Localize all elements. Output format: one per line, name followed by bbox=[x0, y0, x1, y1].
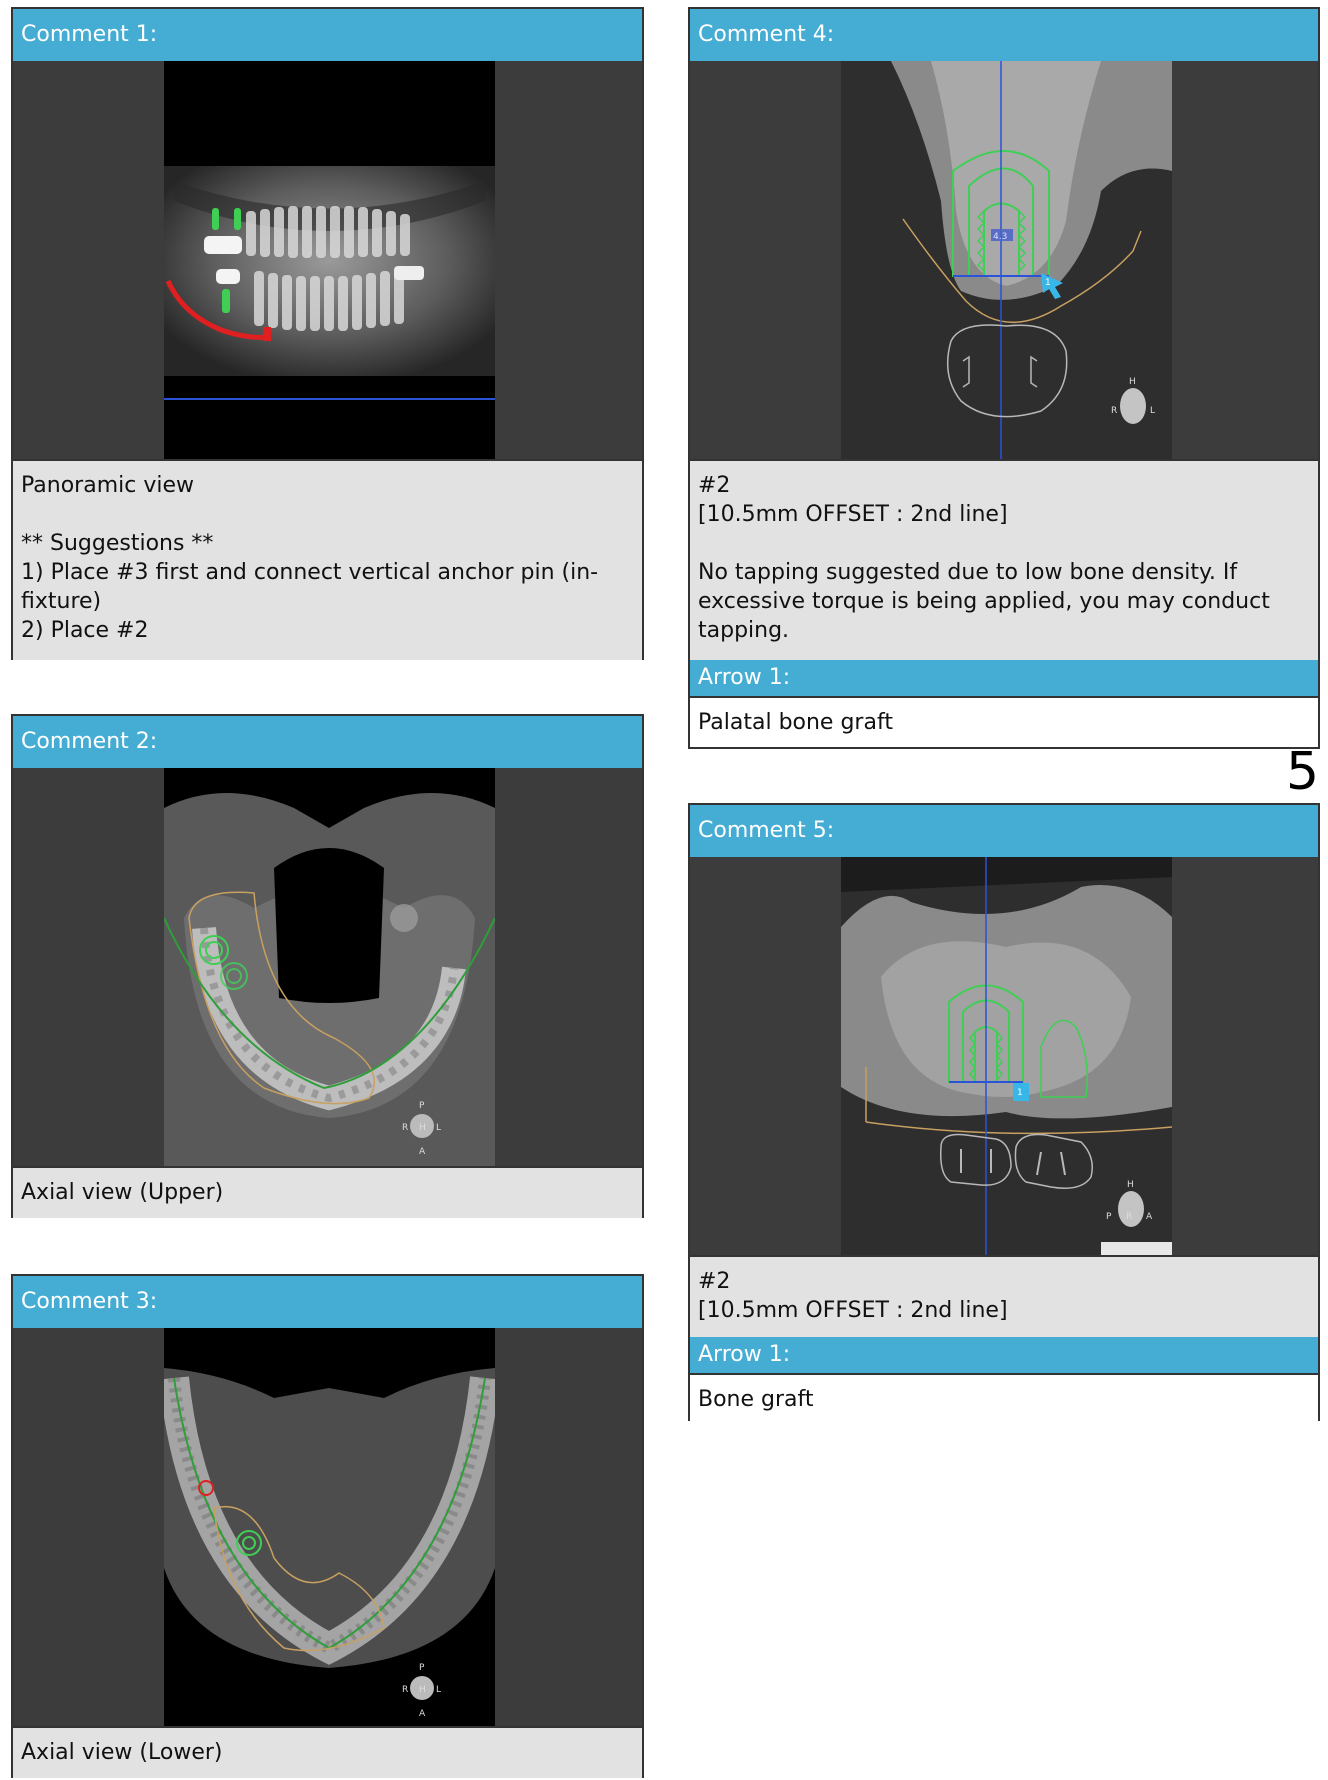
orientation-marker-label: P bbox=[419, 1101, 425, 1111]
orientation-marker-label: H bbox=[419, 1685, 426, 1695]
comment-text-line: Axial view (Upper) bbox=[21, 1180, 224, 1205]
comment-1-image-area bbox=[13, 61, 642, 459]
orientation-marker-label: R bbox=[402, 1123, 409, 1133]
comment-text-line: ** Suggestions ** bbox=[21, 531, 214, 556]
comment-5-text bbox=[690, 1255, 1318, 1337]
arrow-marker-label: 1 bbox=[1045, 278, 1051, 288]
comment-text-line: fixture) bbox=[21, 589, 102, 614]
comment-4-image-area bbox=[690, 61, 1318, 459]
orientation-marker-label: R bbox=[1111, 406, 1118, 416]
arrow-1-text: Palatal bone graft bbox=[690, 696, 1318, 746]
comment-4-header: Comment 4: bbox=[690, 9, 1318, 61]
comment-text-line: 1) Place #3 first and connect vertical anchor pin (in- bbox=[21, 560, 599, 585]
comment-text-line bbox=[698, 529, 1310, 558]
comment-text-line: 2) Place #2 bbox=[21, 618, 149, 643]
comment-text-line: #2 bbox=[698, 1269, 731, 1294]
comment-2-header: Comment 2: bbox=[13, 716, 642, 768]
arrow-1-text: Bone graft bbox=[690, 1373, 1318, 1423]
orientation-marker-label: H bbox=[419, 1123, 426, 1133]
comment-2-text bbox=[13, 1166, 642, 1218]
comment-text-line: Axial view (Lower) bbox=[21, 1740, 223, 1765]
comment-text-line: tapping. bbox=[698, 618, 790, 643]
orientation-marker-label: L bbox=[436, 1123, 442, 1133]
comment-card-5 bbox=[688, 803, 1320, 1421]
comment-4-text bbox=[690, 459, 1318, 660]
comment-card-1 bbox=[11, 7, 644, 660]
cross-section-ct-image bbox=[841, 61, 1172, 459]
orientation-marker-label: L bbox=[1150, 406, 1156, 416]
comment-5-header: Comment 5: bbox=[690, 805, 1318, 857]
comment-text-line: Panoramic view bbox=[21, 473, 194, 498]
comment-text-line: #2 bbox=[698, 473, 731, 498]
comment-2-image-area bbox=[13, 768, 642, 1166]
comment-1-header: Comment 1: bbox=[13, 9, 642, 61]
orientation-marker-label: A bbox=[1146, 1212, 1153, 1222]
orientation-marker-label: H bbox=[1127, 1180, 1134, 1190]
comment-text-line: excessive torque is being applied, you may conduct bbox=[698, 589, 1270, 614]
orientation-marker-label: L bbox=[436, 1685, 442, 1695]
axial-ct-upper-image bbox=[164, 768, 495, 1166]
arrow-1-header: Arrow 1: bbox=[690, 1337, 1318, 1373]
comment-card-4 bbox=[688, 7, 1320, 749]
comment-card-3 bbox=[11, 1274, 644, 1778]
comment-5-image-area bbox=[690, 857, 1318, 1255]
comment-text-line: [10.5mm OFFSET : 2nd line] bbox=[698, 1298, 1008, 1323]
comment-3-header: Comment 3: bbox=[13, 1276, 642, 1328]
orientation-marker-label: P bbox=[1106, 1212, 1112, 1222]
comment-3-image-area bbox=[13, 1328, 642, 1726]
orientation-marker-label: R bbox=[1126, 1212, 1133, 1222]
implant-size-label: 4.3 bbox=[993, 232, 1008, 242]
orientation-marker-label: A bbox=[419, 1147, 426, 1157]
comment-card-2 bbox=[11, 714, 644, 1218]
orientation-marker-label: A bbox=[419, 1709, 426, 1719]
comment-text-line: No tapping suggested due to low bone density. If bbox=[698, 560, 1238, 585]
arrow-marker-label: 1 bbox=[1017, 1088, 1023, 1098]
axial-ct-lower-image bbox=[164, 1328, 495, 1726]
comment-text-line bbox=[21, 500, 634, 529]
cross-section-ct-image bbox=[841, 857, 1172, 1255]
orientation-marker-label: H bbox=[1129, 377, 1136, 387]
panoramic-xray-image bbox=[164, 61, 495, 459]
orientation-marker-label: R bbox=[402, 1685, 409, 1695]
orientation-marker-label: P bbox=[419, 1663, 425, 1673]
arrow-1-header: Arrow 1: bbox=[690, 660, 1318, 696]
comment-text-line: [10.5mm OFFSET : 2nd line] bbox=[698, 502, 1008, 527]
comment-1-text bbox=[13, 459, 642, 660]
comment-3-text bbox=[13, 1726, 642, 1778]
page-number: 5 bbox=[1286, 742, 1320, 802]
